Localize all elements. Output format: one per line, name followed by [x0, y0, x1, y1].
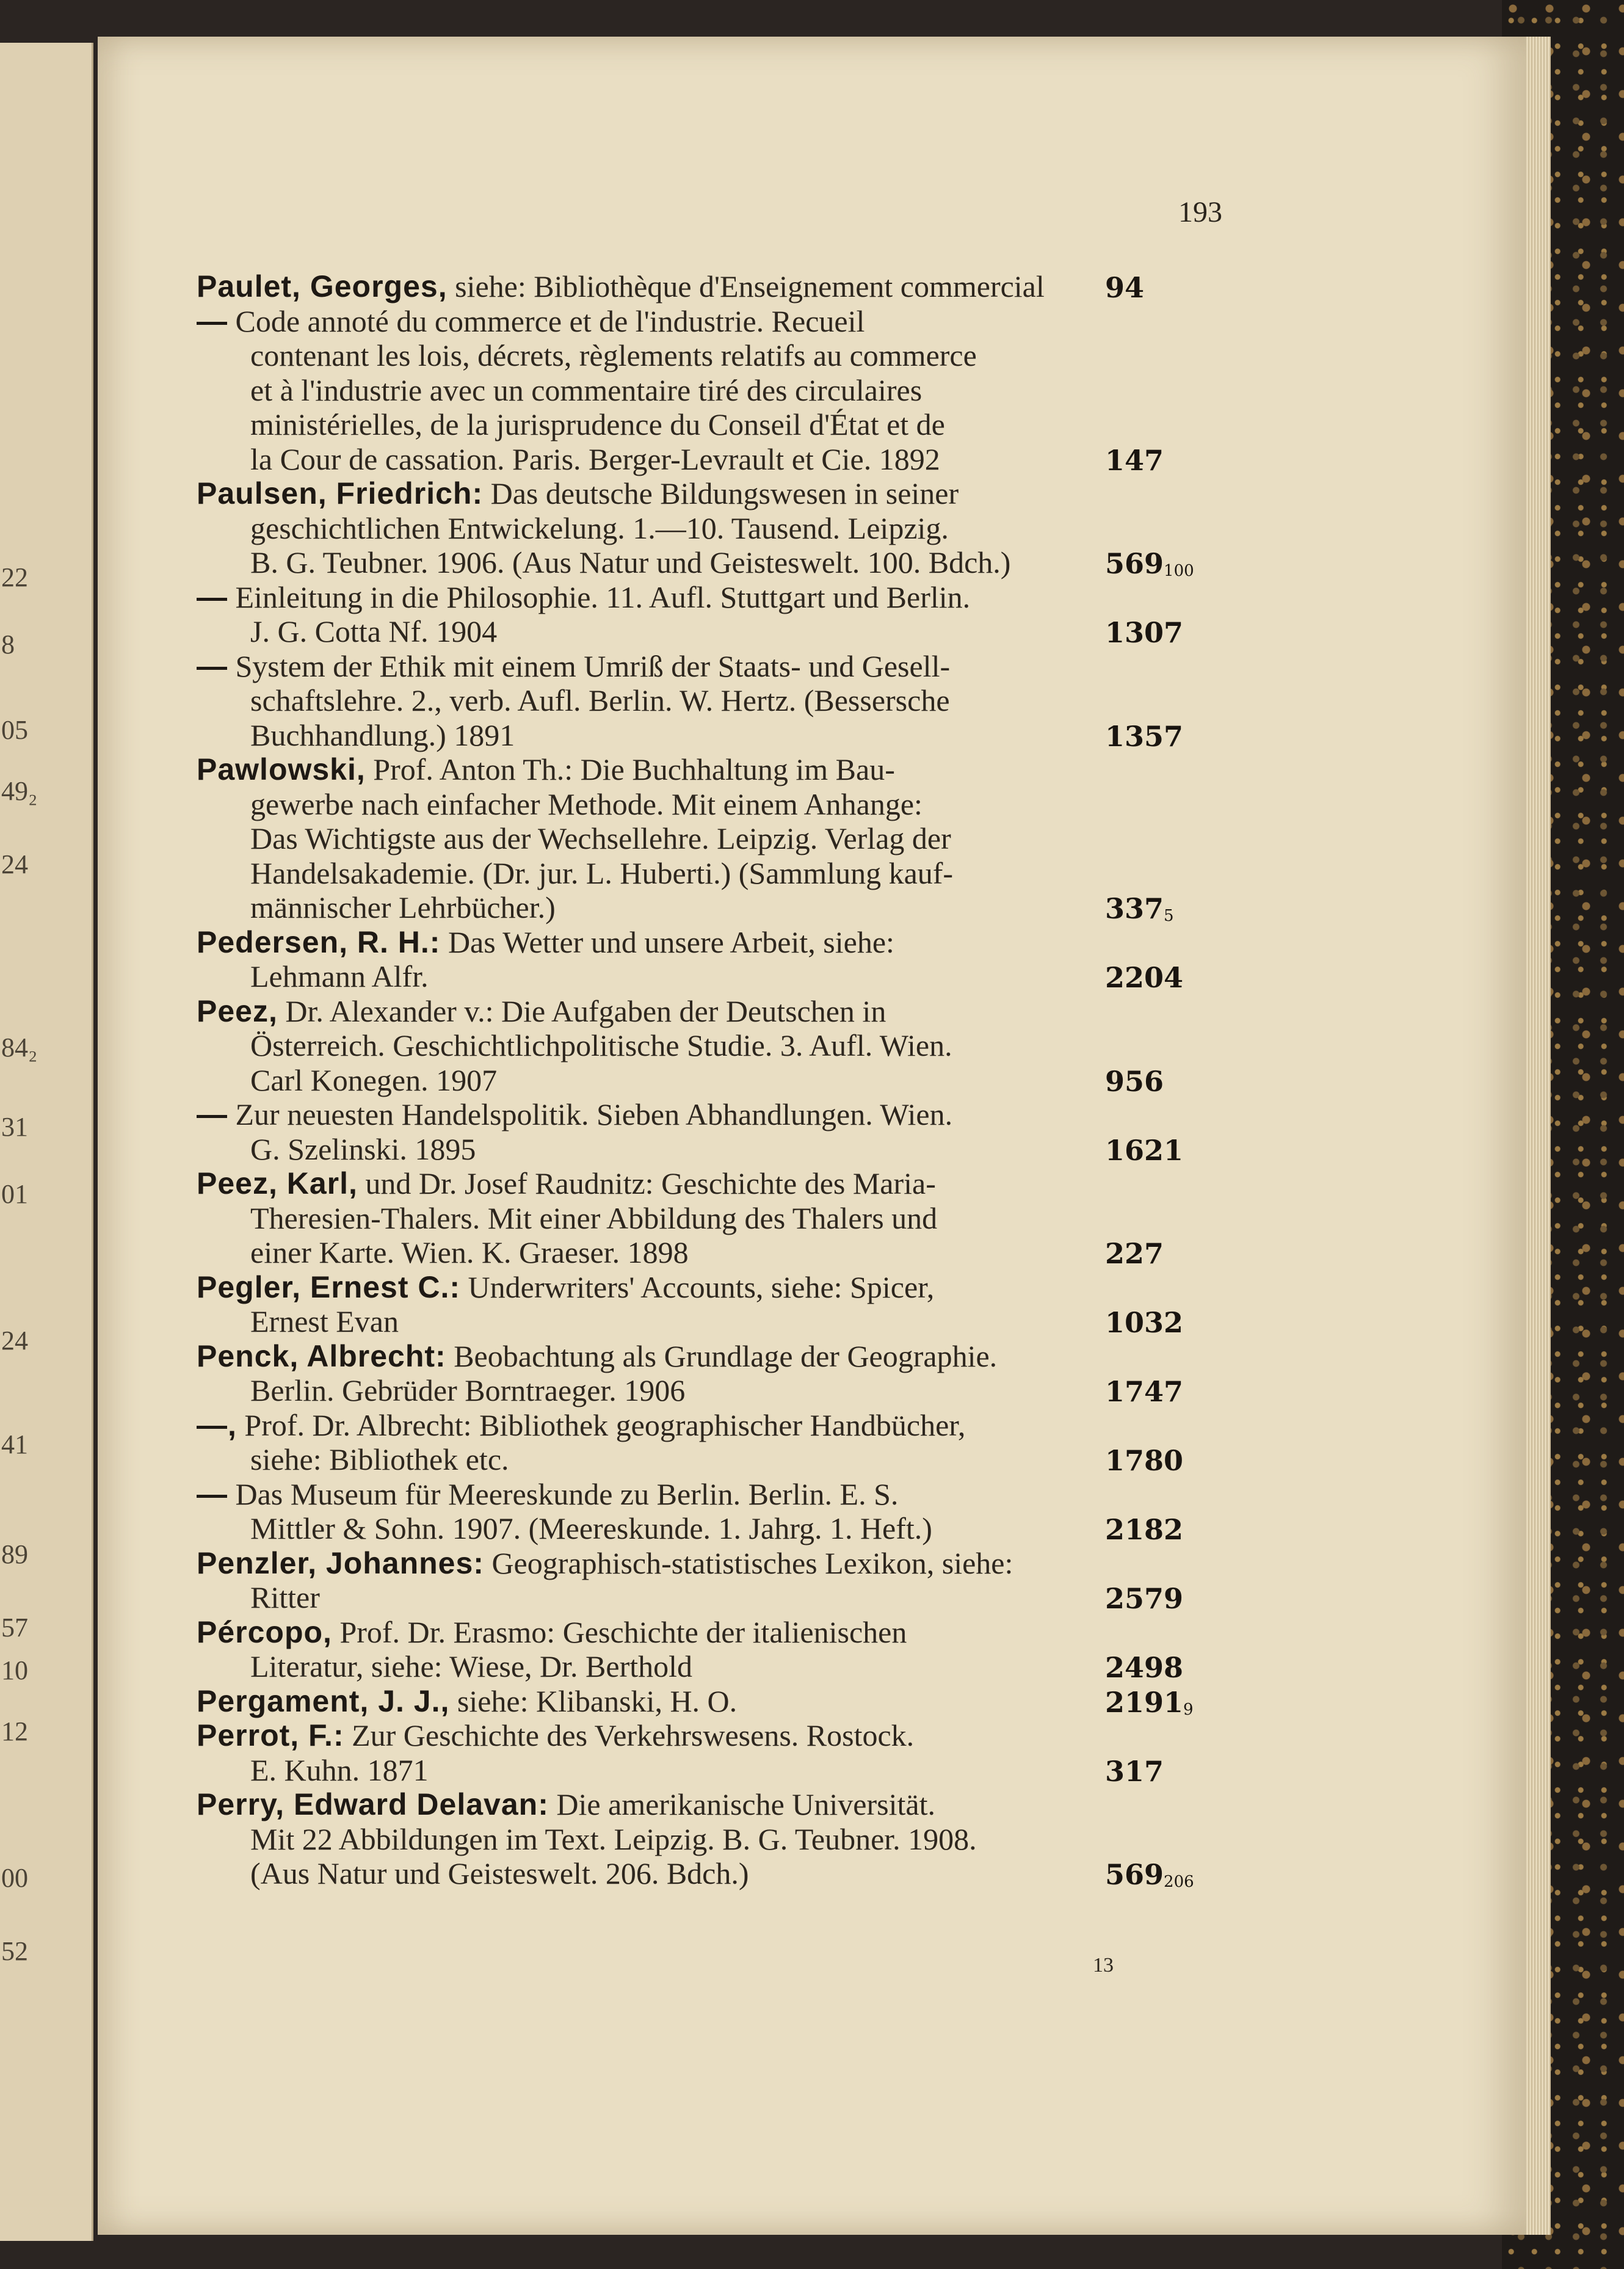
entry-line [197, 1614, 907, 1650]
entry-text: Underwriters' Accounts, siehe: Spicer, [468, 1269, 935, 1304]
left-page-fragment: 57 [1, 1613, 28, 1643]
left-page-fragment: 41 [1, 1429, 28, 1459]
left-page-fragment: 00 [1, 1863, 28, 1893]
entry-number-sub: 9 [1183, 1700, 1194, 1719]
entry-line [197, 1545, 1013, 1581]
left-page-fragment: 52 [1, 1936, 28, 1966]
entry-line [197, 1407, 965, 1443]
entry-author: Pergament, J. J., [197, 1683, 450, 1718]
left-page-fragment: 12 [1, 1716, 28, 1746]
entry-line [197, 476, 959, 511]
entry-number [1105, 271, 1144, 304]
entry-line [197, 579, 970, 615]
left-page-fragment: 10 [1, 1655, 28, 1685]
entry-number-value: 2191 [1105, 1685, 1184, 1719]
entry-line [250, 510, 949, 546]
entry-number [1105, 1375, 1183, 1408]
entry-number-value: 337 [1105, 892, 1164, 925]
entry-text: J. G. Cotta Nf. 1904 [250, 614, 498, 648]
entry-text: männischer Lehrbücher.) [250, 890, 556, 924]
entry-author: Pedersen, R. H.: [197, 924, 441, 959]
entry-text: Ritter [250, 1580, 320, 1614]
entry-author: Paulet, Georges, [197, 269, 448, 303]
entry-number-value: 1032 [1105, 1306, 1184, 1339]
entry-number-value: 2182 [1105, 1513, 1184, 1546]
entry-number-value: 956 [1105, 1064, 1164, 1098]
entry-number-value: 1621 [1105, 1133, 1184, 1167]
entry-text: Ernest Evan [250, 1304, 399, 1338]
entry-line [250, 786, 923, 822]
entry-line [250, 1752, 429, 1788]
entry-line [197, 1683, 737, 1719]
entry-number-value: 94 [1105, 271, 1145, 304]
entry-line [197, 1338, 997, 1374]
entry-line [250, 1028, 952, 1063]
left-page-fragment: 31 [1, 1112, 28, 1142]
entry-author: — [197, 579, 228, 614]
entry-text: Österreich. Geschichtlichpolitische Studie. 3. Aufl. Wien. [250, 1028, 952, 1062]
entry-text: Das Wichtigste aus der Wechsellehre. Leipzig. Verlag der [250, 821, 951, 855]
entry-text: Dr. Alexander v.: Die Aufgaben der Deutschen in [285, 993, 886, 1028]
entry-line [250, 1649, 692, 1684]
entry-number-value: 2579 [1105, 1582, 1184, 1615]
entry-number-value: 1307 [1105, 616, 1184, 649]
entry-number-value: 569 [1105, 547, 1164, 580]
entry-text: Mit 22 Abbildungen im Text. Leipzig. B. G. Teubner. 1908. [250, 1821, 977, 1856]
entry-number-sub: 206 [1164, 1873, 1194, 1891]
entry-line [250, 1304, 399, 1339]
entry-number [1105, 1134, 1183, 1167]
entry-line [250, 1580, 320, 1615]
entry-author: — [197, 1097, 228, 1131]
entry-author: Pércopo, [197, 1614, 332, 1649]
entry-line [250, 1511, 932, 1546]
entry-line [250, 855, 953, 891]
entry-line [250, 441, 940, 477]
left-page-fragment: 22 [1, 562, 28, 592]
left-page-fragment: 01 [1, 1179, 28, 1209]
entry-author: Perry, Edward Delavan: [197, 1787, 549, 1821]
entry-line [197, 752, 895, 787]
entry-author: Peez, [197, 993, 278, 1028]
entry-text: Literatur, siehe: Wiese, Dr. Berthold [250, 1649, 693, 1683]
entry-line [250, 1062, 497, 1098]
entry-line [197, 924, 894, 960]
entry-text: Prof. Dr. Albrecht: Bibliothek geographischer Handbücher, [244, 1407, 966, 1442]
entry-number-value: 227 [1105, 1237, 1164, 1270]
entry-line [250, 614, 497, 649]
entry-number [1105, 547, 1194, 580]
entry-number-sub: 100 [1164, 562, 1194, 580]
entry-author: Perrot, F.: [197, 1718, 344, 1752]
entry-number [1105, 1651, 1183, 1684]
entry-author: —, [197, 1407, 237, 1442]
left-page-fragment: 89 [1, 1539, 28, 1569]
entry-author: — [197, 648, 228, 683]
entry-text: Das deutsche Bildungswesen in seiner [490, 476, 959, 510]
entry-number [1105, 892, 1174, 925]
entry-line [250, 407, 945, 442]
entry-line [197, 1718, 914, 1753]
entry-text: Das Wetter und unsere Arbeit, siehe: [448, 924, 894, 959]
entry-text: Prof. Anton Th.: Die Buchhaltung im Bau- [373, 752, 895, 786]
entry-line [250, 890, 556, 925]
entry-line [197, 993, 886, 1029]
entry-line [250, 959, 429, 994]
entry-text: Lehmann Alfr. [250, 959, 429, 993]
left-page-fragment: 84₂ [1, 1033, 38, 1062]
entry-number-value: 569 [1105, 1858, 1164, 1891]
entry-text: B. G. Teubner. 1906. (Aus Natur und Geisteswelt. 100. Bdch.) [250, 545, 1011, 579]
entry-text: Zur Geschichte des Verkehrswesens. Rostock. [352, 1718, 915, 1752]
entry-line [250, 683, 950, 718]
entry-text: System der Ethik mit einem Umriß der Staats- und Gesell- [235, 648, 951, 683]
entry-text: siehe: Bibliothèque d'Enseignement commercial [455, 269, 1045, 303]
entry-line [197, 1787, 935, 1822]
entry-line [250, 1821, 977, 1857]
entry-number-sub: 5 [1164, 907, 1174, 925]
entry-line [197, 303, 865, 339]
entry-number [1105, 1065, 1164, 1098]
entry-text: et à l'industrie avec un commentaire tiré des circulaires [250, 372, 923, 407]
entry-number [1105, 1513, 1183, 1546]
entry-line [197, 1476, 898, 1512]
entry-text: und Dr. Josef Raudnitz: Geschichte des Maria- [365, 1166, 936, 1200]
entry-number-value: 2498 [1105, 1651, 1184, 1684]
entry-text: Geographisch-statistisches Lexikon, siehe: [491, 1545, 1013, 1580]
entry-number [1105, 1858, 1194, 1891]
entry-text: ministérielles, de la jurisprudence du Conseil d'État et de [250, 407, 945, 441]
entry-text: Handelsakademie. (Dr. jur. L. Huberti.) (Sammlung kauf- [250, 855, 954, 890]
entry-line [250, 1235, 689, 1270]
entry-line [250, 1856, 749, 1891]
page-edges [1526, 37, 1551, 2235]
entry-author: Peez, Karl, [197, 1166, 358, 1200]
entry-text: gewerbe nach einfacher Methode. Mit einem Anhange: [250, 786, 923, 821]
page-number: 193 [1178, 196, 1222, 228]
entry-text: Berlin. Gebrüder Borntraeger. 1906 [250, 1373, 686, 1407]
entry-number-value: 317 [1105, 1754, 1164, 1788]
entry-line [250, 545, 1010, 580]
entry-author: Penzler, Johannes: [197, 1545, 484, 1580]
entry-line [197, 648, 950, 684]
entry-number [1105, 1582, 1183, 1615]
left-page-fragment: 24 [1, 1326, 28, 1356]
entry-number [1105, 720, 1183, 753]
entry-number-value: 1780 [1105, 1444, 1184, 1477]
entry-author: Paulsen, Friedrich: [197, 476, 484, 510]
entry-number-value: 2204 [1105, 961, 1184, 994]
entry-line [197, 1166, 936, 1201]
left-page-fragment: 49₂ [1, 776, 38, 806]
left-page-fragment: 8 [1, 630, 15, 659]
entry-line [250, 821, 951, 856]
entry-text: Buchhandlung.) 1891 [250, 717, 515, 752]
entry-number [1105, 1237, 1164, 1270]
entry-text: Das Museum für Meereskunde zu Berlin. Berlin. E. S. [235, 1476, 899, 1511]
entry-line [197, 1269, 934, 1305]
entry-number [1105, 1444, 1183, 1477]
entry-text: contenant les lois, décrets, règlements relatifs au commerce [250, 338, 977, 372]
entry-text: siehe: Bibliothek etc. [250, 1442, 509, 1476]
entry-text: Mittler & Sohn. 1907. (Meereskunde. 1. Jahrg. 1. Heft.) [250, 1511, 932, 1545]
entry-text: Code annoté du commerce et de l'industrie. Recueil [235, 303, 865, 338]
entry-text: E. Kuhn. 1871 [250, 1752, 429, 1787]
entry-line [250, 1200, 937, 1236]
entry-line [250, 1373, 685, 1408]
entry-text: geschichtlichen Entwickelung. 1.—10. Tausend. Leipzig. [250, 510, 949, 545]
entry-author: Pegler, Ernest C.: [197, 1269, 461, 1304]
entry-number [1105, 1755, 1164, 1788]
entry-text: einer Karte. Wien. K. Graeser. 1898 [250, 1235, 689, 1269]
entry-number-value: 147 [1105, 443, 1164, 477]
entry-text: Die amerikanische Universität. [556, 1787, 935, 1821]
entry-line [197, 269, 1045, 304]
entry-text: la Cour de cassation. Paris. Berger-Levrault et Cie. 1892 [250, 441, 940, 476]
entry-line [250, 1131, 476, 1167]
entry-number [1105, 1306, 1183, 1339]
entry-line [197, 1097, 952, 1132]
entry-line [250, 338, 977, 373]
entry-number [1105, 961, 1183, 994]
entry-text: Prof. Dr. Erasmo: Geschichte der italienischen [339, 1614, 907, 1649]
entry-text: (Aus Natur und Geisteswelt. 206. Bdch.) [250, 1856, 749, 1890]
entry-text: schaftslehre. 2., verb. Aufl. Berlin. W. Hertz. (Bessersche [250, 683, 950, 717]
entry-line [250, 717, 515, 753]
entry-text: Theresien-Thalers. Mit einer Abbildung des Thalers und [250, 1200, 938, 1235]
entry-number [1105, 616, 1183, 649]
signature-mark: 13 [1093, 1954, 1114, 1977]
left-page-fragment: 05 [1, 715, 28, 745]
entry-author: — [197, 1476, 228, 1511]
entry-number-value: 1747 [1105, 1375, 1184, 1408]
entry-text: Zur neuesten Handelspolitik. Sieben Abhandlungen. Wien. [235, 1097, 953, 1131]
entry-author: Pawlowski, [197, 752, 366, 786]
entry-author: — [197, 303, 228, 338]
entry-text: Beobachtung als Grundlage der Geographie. [454, 1338, 998, 1373]
entry-text: Carl Konegen. 1907 [250, 1062, 498, 1097]
entry-line [250, 1442, 509, 1477]
entry-line [250, 372, 922, 408]
entry-number-value: 1357 [1105, 719, 1184, 753]
entry-text: G. Szelinski. 1895 [250, 1131, 476, 1166]
entry-number [1105, 444, 1164, 477]
entry-number [1105, 1686, 1194, 1719]
entry-author: Penck, Albrecht: [197, 1338, 446, 1373]
entry-text: siehe: Klibanski, H. O. [457, 1683, 738, 1718]
entry-text: Einleitung in die Philosophie. 11. Aufl. Stuttgart und Berlin. [235, 579, 971, 614]
left-page-fragment: 24 [1, 849, 28, 879]
